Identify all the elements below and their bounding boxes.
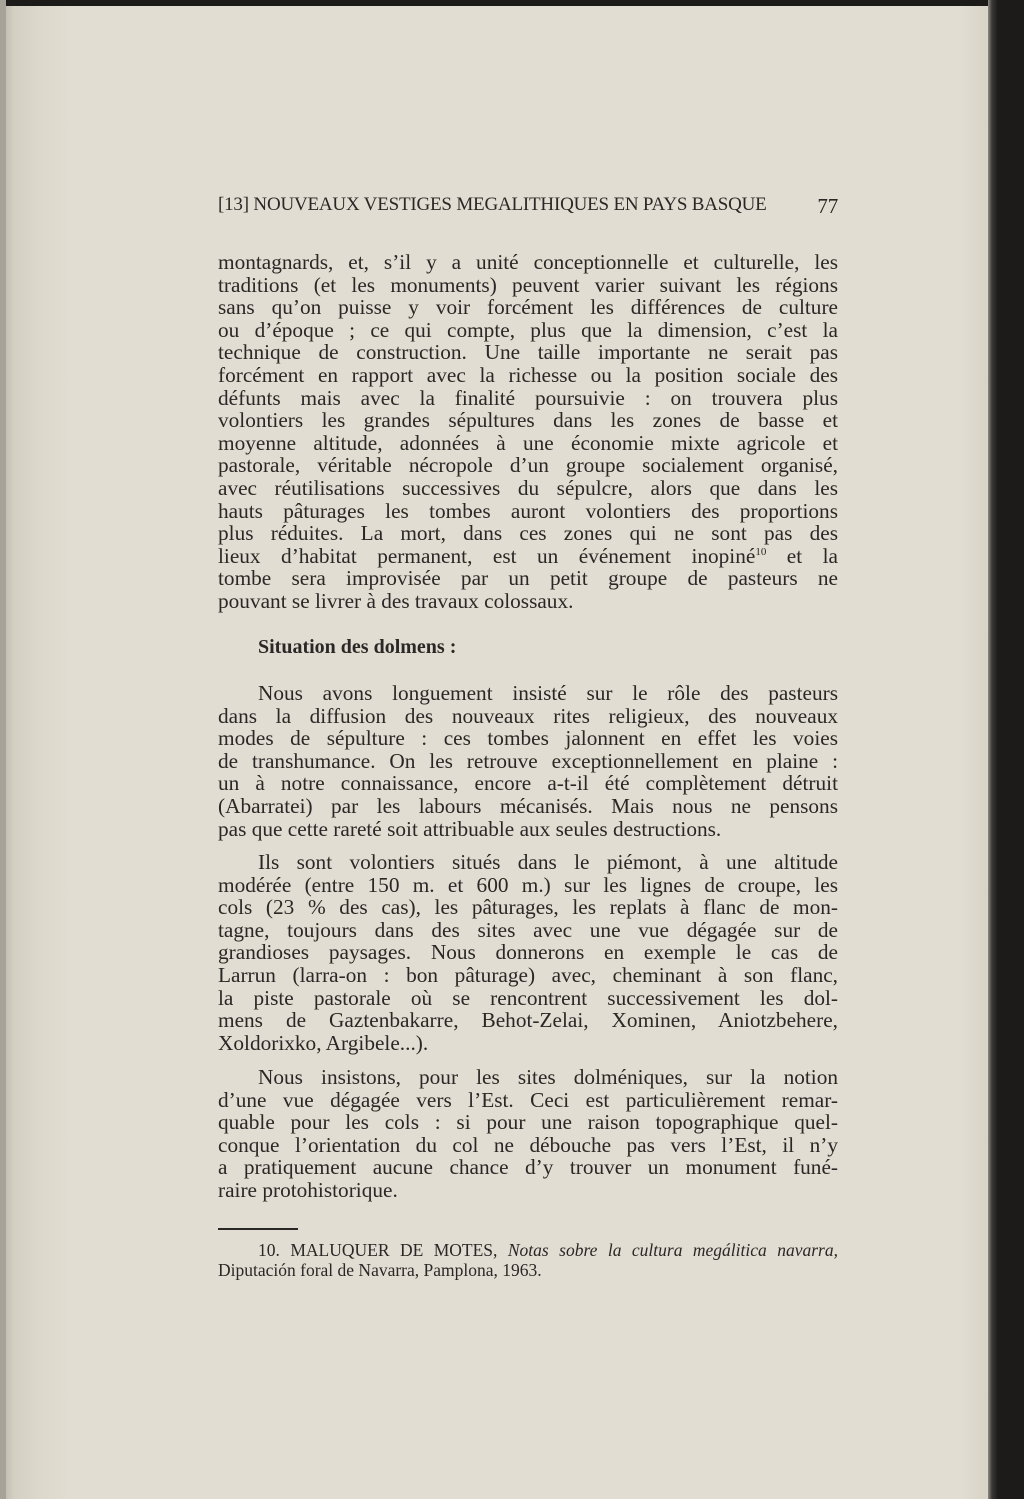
text-line: tombe sera improvisée par un petit groupe de pasteurs ne (218, 566, 838, 591)
text-line: grandioses paysages. Nous donnerons en exemple le cas de (218, 940, 838, 965)
footnote-number: 10. (258, 1240, 280, 1260)
text-line: Nous avons longuement insisté sur le rôle des pasteurs (258, 681, 838, 705)
footnote-rule (218, 1228, 298, 1230)
text-line: (Abarratei) par les labours mécanisés. Mais nous ne pensons (218, 793, 838, 818)
text-line: Nous insistons, pour les sites dolméniques, sur la notion (258, 1065, 838, 1089)
running-title-text: NOUVEAUX VESTIGES MEGALITHIQUES EN PAYS BASQUE (253, 194, 767, 215)
text-line: pas que cette rareté soit attribuable aux seules destructions. (218, 816, 722, 841)
text-line: quable pour les cols : si pour une raison topographique quel- (218, 1110, 838, 1135)
running-title (218, 194, 767, 219)
footnote-title: Notas sobre la cultura megálitica navarra, (507, 1240, 838, 1260)
text-line: pouvant se livrer à des travaux colossaux. (218, 588, 574, 613)
text-line: mens de Gaztenbakarre, Behot-Zelai, Xominen, Aniotzbehere, (218, 1008, 838, 1033)
footnote-author: MALUQUER DE MOTES, (290, 1240, 498, 1260)
page-number: 77 (817, 194, 838, 218)
text-line: modérée (entre 150 m. et 600 m.) sur les lignes de croupe, les (218, 872, 838, 897)
text-line: de transhumance. On les retrouve exceptionnellement en plaine : (218, 748, 838, 773)
text-line: volontiers les grandes sépultures dans les zones de basse et (218, 408, 838, 433)
paragraph-4 (218, 1066, 838, 1202)
footnote (218, 1240, 838, 1280)
text-line: ou d’époque ; ce qui compte, plus que la dimension, c’est la (218, 317, 838, 342)
text-line: sans qu’on puisse y voir forcément les différences de culture (218, 295, 838, 320)
paragraph-2 (218, 682, 838, 840)
text-line (218, 545, 838, 568)
text-line: plus réduites. La mort, dans ces zones qui ne sont pas des (218, 521, 838, 546)
text-line: moyenne altitude, adonnées à une économie mixte agricole et (218, 430, 838, 455)
line-text: lieux d’habitat permanent, est un événement inopiné (218, 543, 756, 568)
text-line: raire protohistorique. (218, 1177, 398, 1202)
line-text: et la (766, 543, 839, 568)
text-line: hauts pâturages les tombes auront volontiers des proportions (218, 498, 838, 523)
paragraph-3 (218, 851, 838, 1054)
footnote-line (218, 1240, 838, 1260)
text-line: Ils sont volontiers situés dans le piémont, à une altitude (258, 850, 838, 874)
section-heading: Situation des dolmens : (258, 636, 457, 658)
text-line: Larrun (larra-on : bon pâturage) avec, cheminant à son flanc, (218, 962, 838, 987)
text-line: technique de construction. Une taille importante ne serait pas (218, 340, 838, 365)
text-line: conque l’orientation du col ne débouche pas vers l’Est, il n’y (218, 1132, 838, 1157)
text-line: tagne, toujours dans des sites avec une vue dégagée sur de (218, 917, 838, 942)
text-line: traditions (et les monuments) peuvent varier suivant les régions (218, 272, 838, 297)
scan-border (988, 0, 1024, 1499)
text-line: dans la diffusion des nouveaux rites religieux, des nouveaux (218, 703, 838, 728)
paragraph-1 (218, 251, 838, 613)
text-line: forcément en rapport avec la richesse ou la position sociale des (218, 362, 838, 387)
text-line: avec réutilisations successives du sépulcre, alors que dans les (218, 475, 838, 500)
text-line: pastorale, véritable nécropole d’un groupe socialement organisé, (218, 453, 838, 478)
text-line: un à notre connaissance, encore a-t-il été complètement détruit (218, 771, 838, 796)
running-header (218, 194, 838, 219)
facing-page-edge (0, 0, 6, 1499)
footnote-line: Diputación foral de Navarra, Pamplona, 1963. (218, 1260, 542, 1280)
footnote-reference[interactable]: 10 (755, 545, 767, 558)
text-line: montagnards, et, s’il y a unité conceptionnelle et culturelle, les (218, 250, 838, 274)
text-line: modes de sépulture : ces tombes jalonnent en effet les voies (218, 726, 838, 751)
text-line: a pratiquement aucune chance d’y trouver un monument funé- (218, 1155, 838, 1180)
text-line: défunts mais avec la finalité poursuivie : on trouvera plus (218, 385, 838, 410)
text-line: Xoldorixko, Argibele...). (218, 1030, 429, 1055)
text-line: la piste pastorale où se rencontrent successivement les dol- (218, 985, 838, 1010)
text-line: d’une vue dégagée vers l’Est. Ceci est particulièrement remar- (218, 1087, 838, 1112)
text-line: cols (23 % des cas), les pâturages, les replats à flanc de mon- (218, 895, 838, 920)
section-number: [13] (218, 194, 249, 215)
